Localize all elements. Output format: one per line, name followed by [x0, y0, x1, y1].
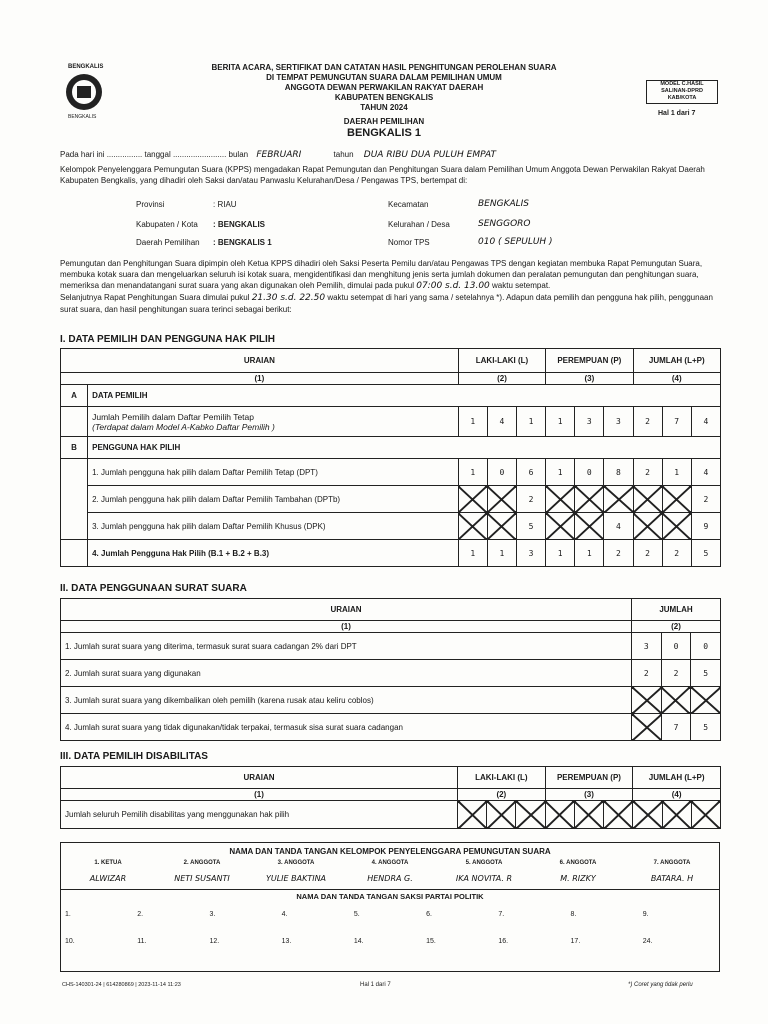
- s1-a1-d7: 7: [662, 407, 691, 437]
- s1-num-2: (2): [458, 373, 545, 385]
- s1-row-b2: [61, 486, 721, 513]
- intro-date-line: [60, 150, 720, 160]
- s1-a1-d0: 1: [458, 407, 487, 437]
- s2-r3-d1: [661, 687, 691, 714]
- s1-b1-d8: 4: [691, 459, 720, 486]
- s3-row-1: [61, 801, 721, 829]
- s3-num-1: (1): [61, 789, 458, 801]
- provinsi-value: : RIAU: [213, 200, 237, 209]
- kpu-logo: [52, 62, 116, 124]
- saksi-title: NAMA DAN TANDA TANGAN SAKSI PARTAI POLITIK: [61, 889, 719, 901]
- kpps-role: 4. ANGGOTA: [371, 860, 409, 866]
- s3-col-p: PEREMPUAN (P): [545, 767, 633, 789]
- s2-r1-d0: 3: [632, 633, 662, 660]
- s2-col-j: JUMLAH: [632, 599, 721, 621]
- kpps-signature-block: [60, 842, 720, 972]
- header-line-3: ANGGOTA DEWAN PERWAKILAN RAKYAT DAERAH: [284, 83, 484, 92]
- s1-b2-d1: [487, 486, 516, 513]
- saksi-slot: 5.: [353, 911, 360, 918]
- section-1-table: [60, 348, 721, 567]
- s1-b1-d4: 0: [575, 459, 604, 486]
- section-3-table: [60, 766, 721, 829]
- kpps-name: HENDRA G.: [367, 874, 413, 883]
- section-3-title: III. DATA PEMILIH DISABILITAS: [60, 751, 208, 762]
- s2-r4-d2: 5: [691, 714, 721, 741]
- model-box-line-3: KAB/KOTA: [667, 95, 697, 101]
- s1-a1-d6: 2: [633, 407, 662, 437]
- kabupaten-value: : BENGKALIS: [213, 220, 265, 229]
- model-box: [646, 80, 718, 104]
- s3-d0: [458, 801, 487, 829]
- procedure-body: Pemungutan dan Penghitungan Suara dipimpin oleh Ketua KPPS dihadiri oleh Saksi Peserta Pemilu dan/atau Pengawas TPS dengan kegiatan membuka Rapat Pemungutan Suara, membuka kotak suara dan mengeluarkan seluruh isi kotak suara, mengidentifikasi dan menghitung jenis serta jumlah dokumen dan peralatan pemungutan dan penghitungan suara, memeriksa dan menandatangani surat suara yang akan digunakan oleh Pemilih, dimulai pada pukul: [60, 259, 703, 290]
- kelurahan-value: SENGGORO: [478, 219, 531, 229]
- s3-d7: [662, 801, 691, 829]
- s2-r4-label: 4. Jumlah surat suara yang tidak digunakan/tidak terpakai, termasuk sisa surat suara cadangan: [61, 714, 632, 741]
- s1-b4-d0: 1: [458, 540, 487, 567]
- dapil-value: : BENGKALIS 1: [213, 238, 272, 247]
- header-line-2: DI TEMPAT PEMUNGUTAN SUARA DALAM PEMILIHAN UMUM: [266, 73, 502, 82]
- counting-time: 21.30 s.d. 22.50: [251, 293, 326, 303]
- kecamatan-value: BENGKALIS: [478, 199, 530, 209]
- intro-text: Kelompok Penyelenggara Pemungutan Suara (KPPS) mengadakan Rapat Pemungutan dan Penghitungan Suara dalam Pemilihan Umum Anggota Dewan Perwakilan Rakyat Daerah Kabupaten Bengkalis, yang dihadiri oleh Saksi dan/atau Panwaslu Kelurahan/Desa / Pengawas TPS, bertempat di:: [60, 165, 705, 185]
- s1-b3-d1: [487, 513, 516, 540]
- s1-b2-d8: 2: [691, 486, 720, 513]
- kpps-role: 1. KETUA: [94, 860, 122, 866]
- s3-col-j: JUMLAH (L+P): [633, 767, 721, 789]
- kpps-name: YULIE BAKTINA: [265, 874, 327, 883]
- header-line-4: KABUPATEN BENGKALIS: [334, 93, 434, 102]
- s2-num-1: (1): [61, 621, 632, 633]
- s1-col-j: JUMLAH (L+P): [633, 349, 720, 373]
- kpps-name: ALWIZAR: [89, 874, 127, 883]
- saksi-slot: 1.: [65, 911, 71, 918]
- s2-r3-label: 3. Jumlah surat suara yang dikembalikan oleh pemilih (karena rusak atau keliru coblos): [61, 687, 632, 714]
- s1-a1-d4: 3: [575, 407, 604, 437]
- s1-b-title: PENGGUNA HAK PILIH: [88, 437, 721, 459]
- intro-pada: Pada hari ini ................ tanggal ........................ bulan: [60, 150, 249, 159]
- s1-b2-d7: [662, 486, 691, 513]
- s1-b3-d0: [458, 513, 487, 540]
- s1-a1-label: Jumlah Pemilih dalam Daftar Pemilih Tetap: [92, 411, 254, 422]
- s1-row-b1: [61, 459, 721, 486]
- saksi-slot: 24.: [642, 938, 653, 945]
- s1-num-3: (3): [546, 373, 633, 385]
- s3-num-3: (3): [545, 789, 633, 801]
- s1-row-b3: [61, 513, 721, 540]
- s1-b4-d4: 1: [575, 540, 604, 567]
- procedure-time: 07:00 s.d. 13.00: [416, 281, 490, 291]
- saksi-row-2: [61, 938, 719, 945]
- intro-bulan: FEBRUARI: [256, 150, 302, 160]
- s1-b1-d7: 1: [662, 459, 691, 486]
- s1-col-uraian: URAIAN: [61, 349, 459, 373]
- s1-b1-d1: 0: [487, 459, 516, 486]
- s1-a1-d3: 1: [546, 407, 575, 437]
- s3-d4: [574, 801, 603, 829]
- s1-b1-d2: 6: [517, 459, 546, 486]
- s1-b4-d6: 2: [633, 540, 662, 567]
- s2-col-uraian: URAIAN: [61, 599, 632, 621]
- s1-a1-d1: 4: [487, 407, 516, 437]
- tps-label: Nomor TPS: [388, 238, 430, 247]
- s2-r4-d1: 7: [661, 714, 691, 741]
- s1-a1-d5: 3: [604, 407, 633, 437]
- s1-a-letter: A: [61, 385, 88, 407]
- s2-r3-d2: [691, 687, 721, 714]
- s1-a1-d8: 4: [691, 407, 720, 437]
- s3-d1: [487, 801, 516, 829]
- saksi-slot: 9.: [642, 911, 649, 918]
- s3-r1-label: Jumlah seluruh Pemilih disabilitas yang menggunakan hak pilih: [61, 801, 458, 829]
- kabupaten-label: Kabupaten / Kota: [136, 220, 198, 229]
- s1-b2-d6: [633, 486, 662, 513]
- document-header: [150, 63, 618, 140]
- section-2-table: [60, 598, 721, 741]
- s2-row-4: [61, 714, 721, 741]
- s1-b2-d5: [604, 486, 633, 513]
- page-title: BENGKALIS 1: [347, 127, 421, 139]
- s1-b4-d5: 2: [604, 540, 633, 567]
- saksi-slot: 17.: [570, 938, 581, 945]
- intro-tahun: DUA RIBU DUA PULUH EMPAT: [363, 150, 497, 160]
- footer-center: Hal 1 dari 7: [360, 982, 391, 988]
- s1-b3-d4: [575, 513, 604, 540]
- s1-b2-d4: [575, 486, 604, 513]
- kpps-names-row: [61, 874, 719, 883]
- s1-row-a1: [61, 407, 721, 437]
- kpps-role: 5. ANGGOTA: [465, 860, 503, 866]
- s3-d5: [604, 801, 633, 829]
- s1-b4-d1: 1: [487, 540, 516, 567]
- footer-left: CHS-140301-24 | 614280869 | 2023-11-14 11:23: [62, 982, 181, 988]
- s1-b4-label: 4. Jumlah Pengguna Hak Pilih (B.1 + B.2 + B.3): [88, 540, 459, 567]
- saksi-slot: 2.: [137, 911, 144, 918]
- s1-num-1: (1): [61, 373, 459, 385]
- s1-b1-d0: 1: [458, 459, 487, 486]
- s1-b3-d5: 4: [604, 513, 633, 540]
- footer-right: *) Coret yang tidak perlu: [628, 982, 693, 988]
- s1-b2-d3: [546, 486, 575, 513]
- kpps-role: 7. ANGGOTA: [653, 860, 691, 866]
- s1-row-b4: [61, 540, 721, 567]
- s2-r2-d1: 2: [661, 660, 691, 687]
- s1-b1-d5: 8: [604, 459, 633, 486]
- kpps-roles-row: [61, 860, 719, 866]
- s2-r2-d2: 5: [691, 660, 721, 687]
- logo-top-text: BENGKALIS: [68, 64, 104, 70]
- section-2-title: II. DATA PENGGUNAAN SURAT SUARA: [60, 583, 247, 594]
- intro-tahun-label: tahun: [333, 150, 354, 159]
- saksi-slot: 14.: [353, 938, 364, 945]
- s1-b3-d3: [546, 513, 575, 540]
- s2-row-2: [61, 660, 721, 687]
- s3-col-l: LAKI-LAKI (L): [458, 767, 546, 789]
- saksi-slot: 16.: [498, 938, 509, 945]
- kelurahan-label: Kelurahan / Desa: [388, 220, 450, 229]
- s2-r3-d0: [632, 687, 662, 714]
- kpps-role: 3. ANGGOTA: [277, 860, 315, 866]
- header-line-6: DAERAH PEMILIHAN: [343, 117, 425, 126]
- model-box-line-1: MODEL C.HASIL: [660, 81, 704, 87]
- s3-d3: [545, 801, 574, 829]
- s3-num-2: (2): [458, 789, 546, 801]
- page-number-top: Hal 1 dari 7: [658, 110, 696, 117]
- s1-b1-d6: 2: [633, 459, 662, 486]
- s1-b3-d8: 9: [691, 513, 720, 540]
- s1-a1-d2: 1: [517, 407, 546, 437]
- s2-r2-d0: 2: [632, 660, 662, 687]
- saksi-row-1: [61, 911, 719, 918]
- counting-start: Selanjutnya Rapat Penghitungan Suara dimulai pukul: [60, 293, 250, 302]
- model-box-line-2: SALINAN-DPRD: [661, 88, 703, 94]
- saksi-slot: 13.: [281, 938, 292, 945]
- s1-b4-d2: 3: [517, 540, 546, 567]
- s1-b3-label: 3. Jumlah pengguna hak pilih dalam Daftar Pemilih Khusus (DPK): [88, 513, 459, 540]
- provinsi-label: Provinsi: [136, 200, 165, 209]
- kpps-name: BATARA. H: [650, 874, 694, 883]
- s3-num-4: (4): [633, 789, 721, 801]
- header-line-1: BERITA ACARA, SERTIFIKAT DAN CATATAN HASIL PENGHITUNGAN PEROLEHAN SUARA: [211, 63, 557, 72]
- s1-b3-d6: [633, 513, 662, 540]
- s3-d6: [633, 801, 662, 829]
- dapil-label: Daerah Pemilihan: [136, 238, 200, 247]
- saksi-slot: 15.: [426, 938, 436, 945]
- s1-b3-d7: [662, 513, 691, 540]
- s3-col-uraian: URAIAN: [61, 767, 458, 789]
- kpps-name: IKA NOVITA. R: [455, 874, 513, 883]
- section-1-title: I. DATA PEMILIH DAN PENGGUNA HAK PILIH: [60, 334, 275, 345]
- s2-r4-d0: [632, 714, 662, 741]
- saksi-slot: 11.: [137, 938, 147, 945]
- kpps-role: 6. ANGGOTA: [559, 860, 597, 866]
- s1-num-4: (4): [633, 373, 720, 385]
- s1-b2-d2: 2: [517, 486, 546, 513]
- saksi-slot: 7.: [498, 911, 505, 918]
- saksi-slot: 4.: [281, 911, 288, 918]
- procedure-text: [60, 258, 720, 315]
- kecamatan-label: Kecamatan: [388, 200, 429, 209]
- header-line-5: TAHUN 2024: [360, 103, 408, 112]
- s1-b2-d0: [458, 486, 487, 513]
- s1-b3-d2: 5: [517, 513, 546, 540]
- s1-col-l: LAKI-LAKI (L): [458, 349, 545, 373]
- s2-r1-d2: 0: [691, 633, 721, 660]
- s1-b2-label: 2. Jumlah pengguna hak pilih dalam Daftar Pemilih Tambahan (DPTb): [88, 486, 459, 513]
- s1-b1-d3: 1: [546, 459, 575, 486]
- s1-col-p: PEREMPUAN (P): [546, 349, 633, 373]
- s2-r1-d1: 0: [661, 633, 691, 660]
- s1-b-letter: B: [61, 437, 88, 459]
- saksi-slot: 6.: [426, 911, 432, 918]
- kpps-name: M. RIZKY: [560, 874, 596, 883]
- saksi-slot: 8.: [570, 911, 577, 918]
- tps-value: 010 ( SEPULUH ): [478, 237, 553, 247]
- s2-row-1: [61, 633, 721, 660]
- s2-row-3: [61, 687, 721, 714]
- kpps-name: NETI SUSANTI: [174, 874, 230, 883]
- saksi-slot: 3.: [209, 911, 216, 918]
- s1-b4-d7: 2: [662, 540, 691, 567]
- logo-bottom-text: BENGKALIS: [68, 114, 97, 120]
- s1-b4-d3: 1: [546, 540, 575, 567]
- s2-r1-label: 1. Jumlah surat suara yang diterima, termasuk surat suara cadangan 2% dari DPT: [61, 633, 632, 660]
- kpps-role: 2. ANGGOTA: [183, 860, 221, 866]
- s1-b4-d8: 5: [691, 540, 720, 567]
- s2-num-2: (2): [632, 621, 721, 633]
- saksi-slot: 10.: [65, 938, 75, 945]
- saksi-slot: 12.: [209, 938, 220, 945]
- counting-end: waktu setempat di hari yang sama / setelahnya *). Adapun data pemilih dan pengguna hak pilih, penggunaan surat suara, dan hasil penghitungan suara terinci sebagai berikut:: [60, 293, 713, 314]
- s1-a1-sublabel: (Terdapat dalam Model A-Kabko Daftar Pemilih ): [92, 421, 275, 432]
- s1-a-title: DATA PEMILIH: [88, 385, 721, 407]
- s3-d2: [516, 801, 545, 829]
- kpps-title: NAMA DAN TANDA TANGAN KELOMPOK PENYELENGGARA PEMUNGUTAN SUARA: [229, 847, 551, 856]
- s2-r2-label: 2. Jumlah surat suara yang digunakan: [61, 660, 632, 687]
- s1-b1-label: 1. Jumlah pengguna hak pilih dalam Daftar Pemilih Tetap (DPT): [88, 459, 459, 486]
- procedure-end: waktu setempat.: [492, 281, 551, 290]
- s3-d8: [691, 801, 720, 829]
